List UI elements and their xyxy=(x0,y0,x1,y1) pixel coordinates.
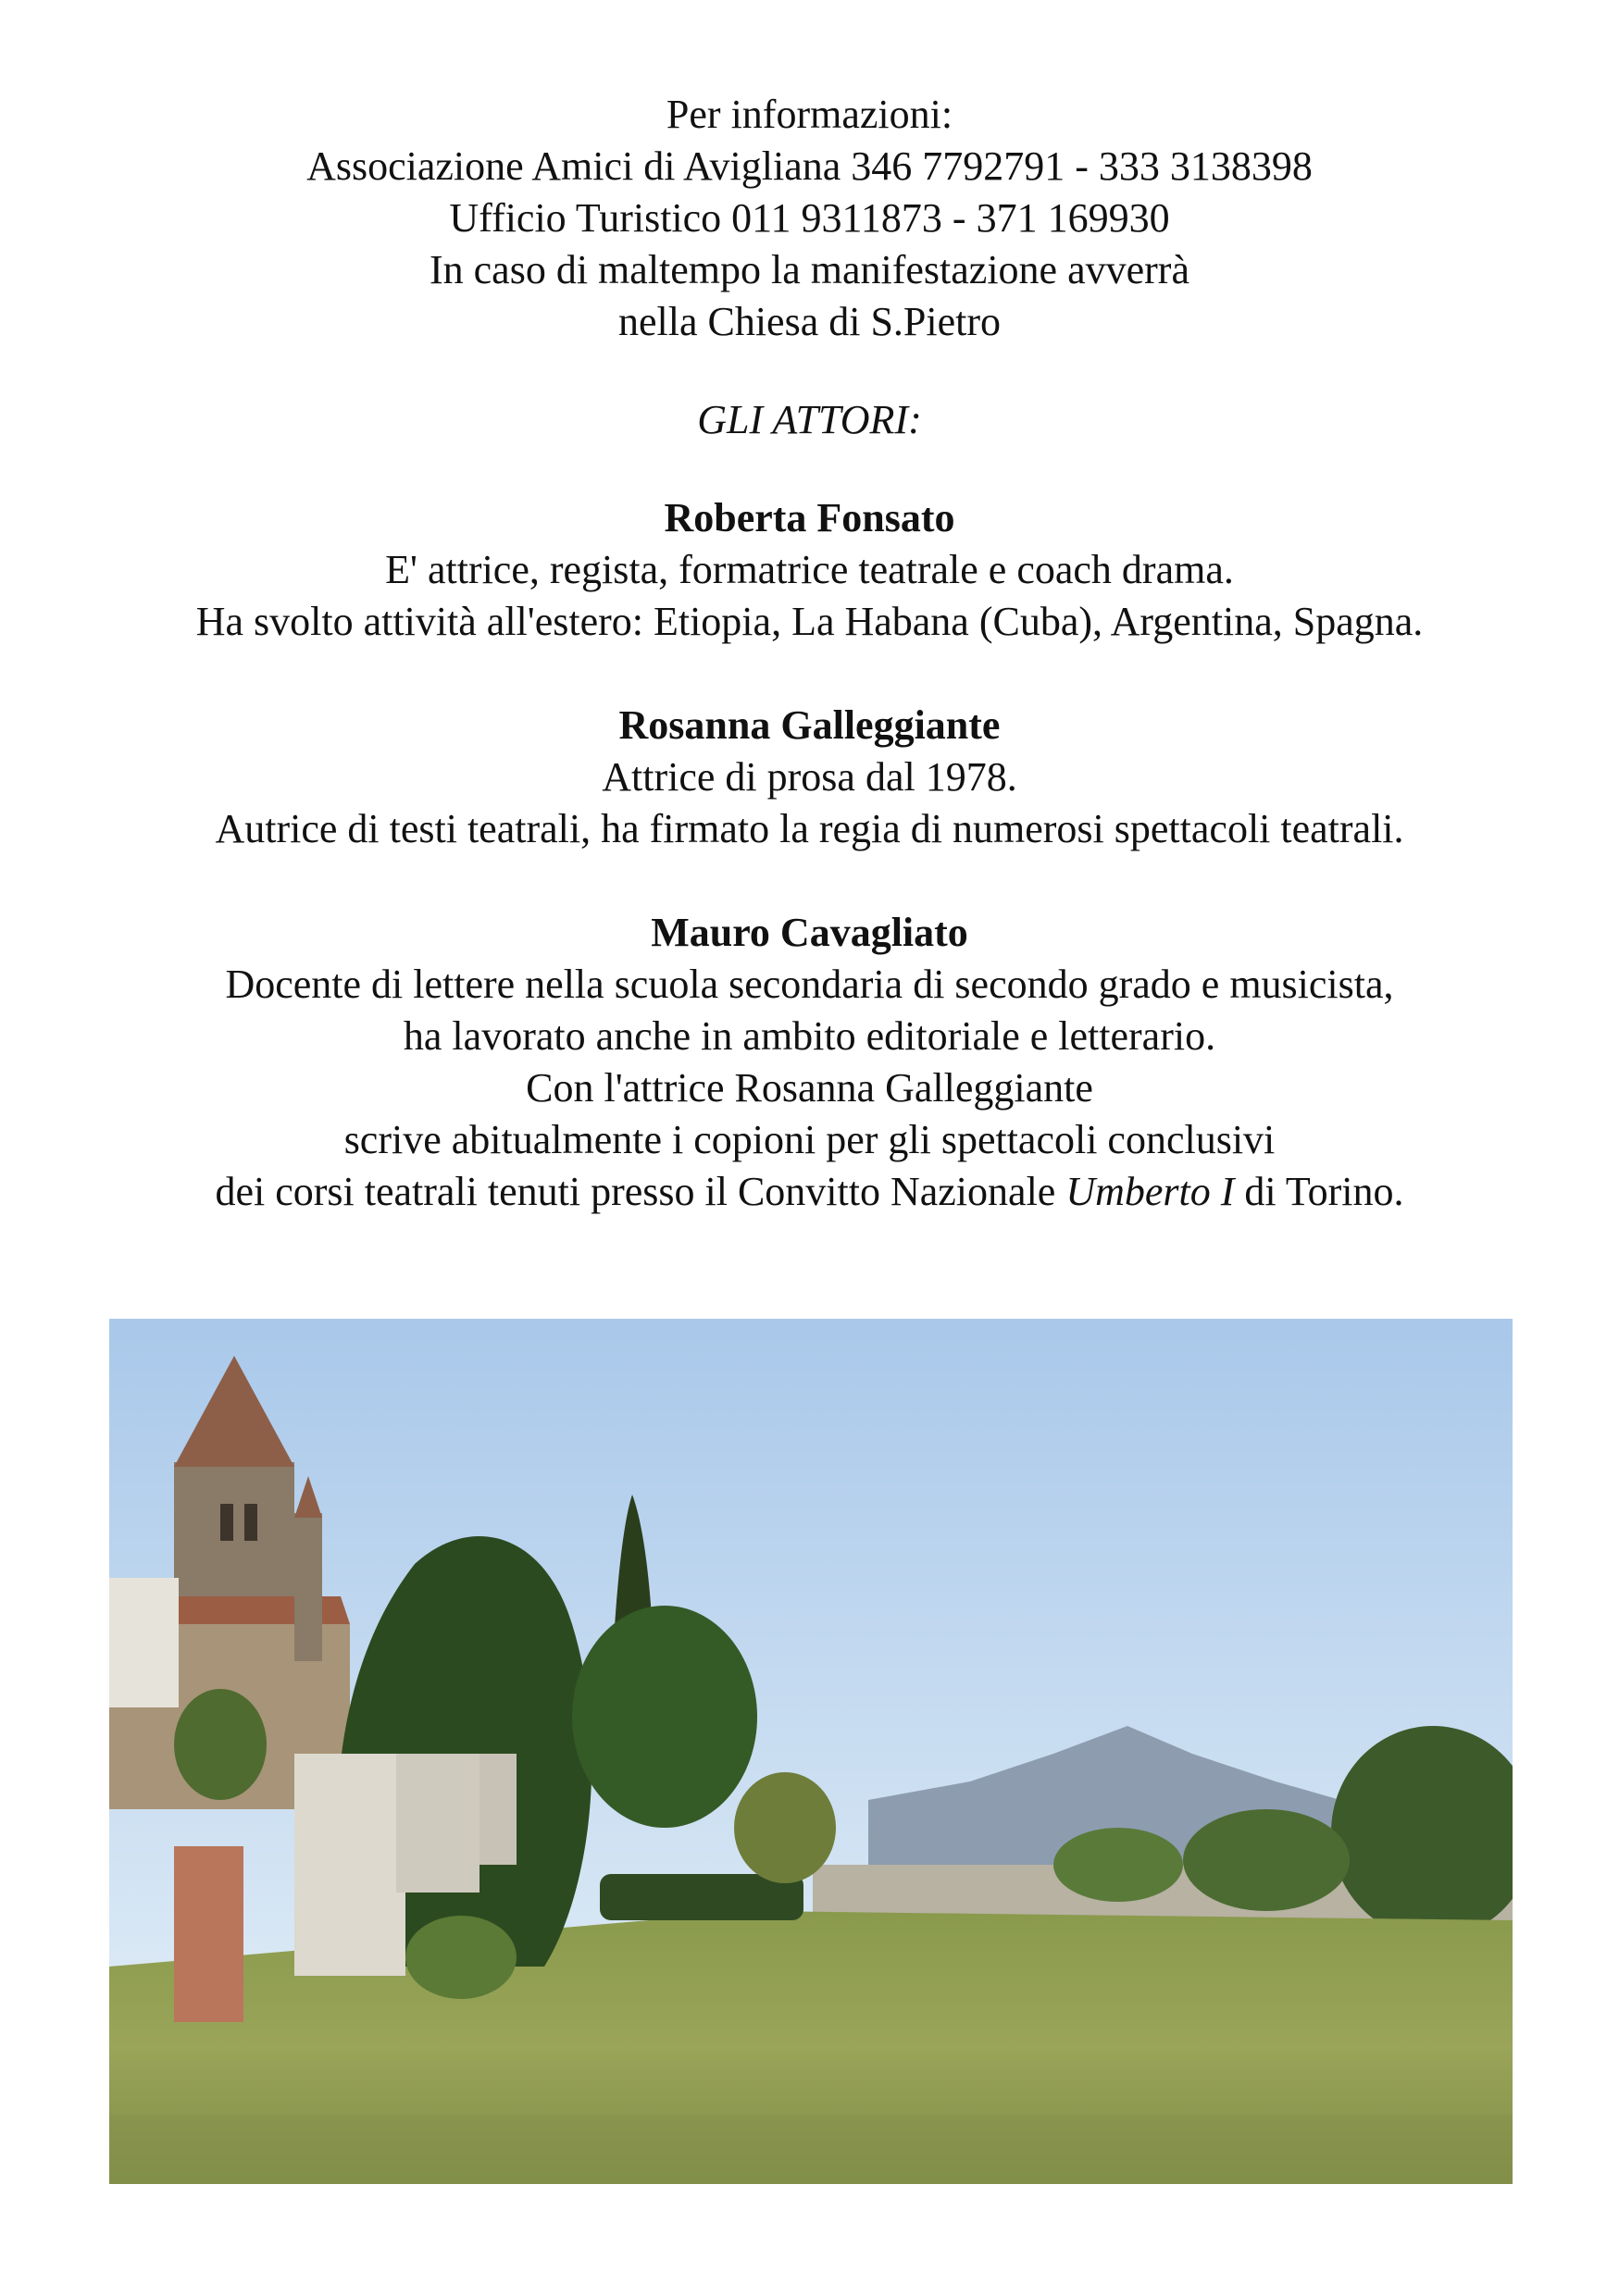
document-text xyxy=(0,89,1619,1218)
actor-bio-line: ha lavorato anche in ambito editoriale e letterario. xyxy=(403,1013,1216,1059)
actor-bio-line: Autrice di testi teatrali, ha firmato la regia di numerosi spettacoli teatrali. xyxy=(215,806,1404,851)
actor-name: Rosanna Galleggiante xyxy=(618,702,1001,748)
actor-name: Mauro Cavagliato xyxy=(651,910,968,955)
actor-bio-line: scrive abitualmente i copioni per gli spettacoli conclusivi xyxy=(343,1117,1276,1162)
info-line: nella Chiesa di S.Pietro xyxy=(617,299,1002,344)
actors-heading: GLI ATTORI: xyxy=(697,397,922,442)
actor-bio-line: dei corsi teatrali tenuti presso il Convitto Nazionale Umberto I di Torino. xyxy=(215,1169,1404,1214)
actor-name: Roberta Fonsato xyxy=(664,495,955,540)
school-name: Umberto I xyxy=(1065,1169,1235,1214)
actor-bio-line: Ha svolto attività all'estero: Etiopia, La Habana (Cuba), Argentina, Spagna. xyxy=(195,599,1424,644)
actor-bio-line: Attrice di prosa dal 1978. xyxy=(602,754,1017,800)
actor-bio-line: E' attrice, regista, formatrice teatrale e coach drama. xyxy=(385,547,1234,592)
info-heading: Per informazioni: xyxy=(666,92,953,137)
info-line: Ufficio Turistico 011 9311873 - 371 169930 xyxy=(449,195,1170,241)
info-line: In caso di maltempo la manifestazione avverrà xyxy=(430,247,1189,292)
actor-bio-line: Con l'attrice Rosanna Galleggiante xyxy=(526,1065,1093,1111)
info-line: Associazione Amici di Avigliana 346 7792791 - 333 3138398 xyxy=(306,143,1313,189)
church-garden-photo xyxy=(109,1319,1513,2184)
actor-bio-line: Docente di lettere nella scuola secondaria di secondo grado e musicista, xyxy=(225,962,1394,1007)
